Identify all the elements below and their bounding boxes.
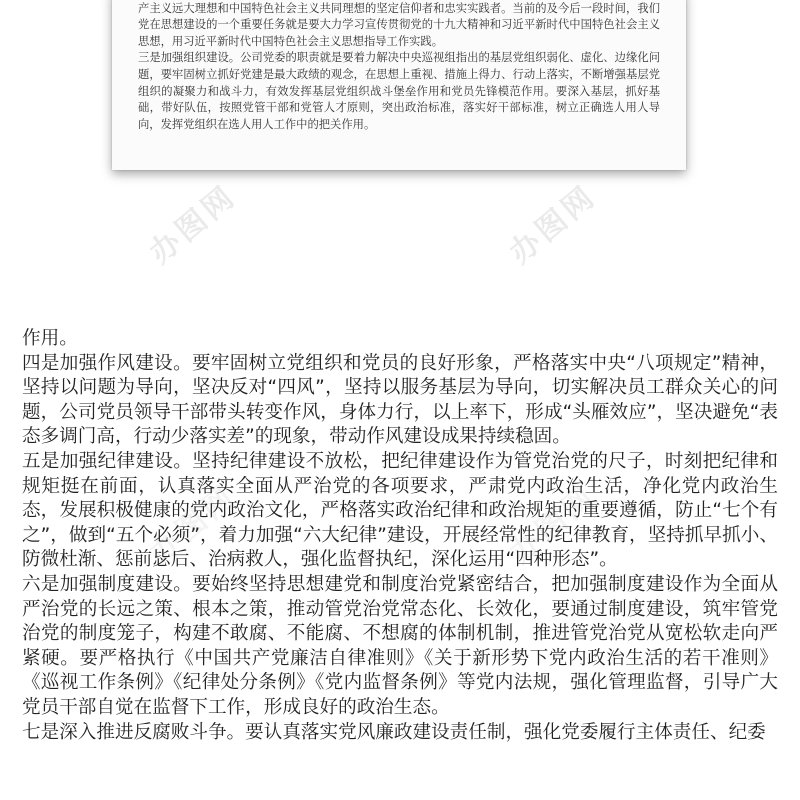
preview-area (0, 0, 800, 300)
paragraph: 四是加强作风建设。要牢固树立党组织和党员的良好形象，严格落实中央“八项规定”精神，坚持以问题为导向，坚决反对“四风”，坚持以服务基层为导向，切实解决员工群众关心的问题，公司党员领导干部带头转变作风，身体力行，以上率下，形成“头雁效应”，坚决避免“表态多调门高，行动少落实差”的现象，带动作风建设成果持续稳固。 (22, 352, 778, 448)
document-preview-card (112, 0, 686, 170)
paragraph: 七是深入推进反腐败斗争。要认真落实党风廉政建设责任制，强化党委履行主体责任、纪委 (22, 721, 766, 743)
watermark-text: 办图网 (502, 178, 604, 271)
watermark-text: 办图网 (142, 478, 244, 571)
preview-paragraph: 产主义远大理想和中国特色社会主义共同理想的坚定信仰者和忠实实践者。当前的及今后一段时间，我们党在思想建设的一个重要任务就是要大力学习宣传贯彻党的十九大精神和习近平新时代中国特色社会主义思想，用习近平新时代中国特色社会主义思想指导工作实践。 (138, 1, 660, 48)
watermark-text: 办图网 (142, 178, 244, 271)
paragraph: 五是加强纪律建设。坚持纪律建设不放松，把纪律建设作为管党治党的尺子，时刻把纪律和规矩挺在前面，认真落实全面从严治党的各项要求，严肃党内政治生活，净化党内政治生态，发展积极健康的党内政治文化，严格落实政治纪律和政治规矩的重要遵循，防止“七个有之”，做到“五个必须”，着力加强“六大纪律”建设，开展经常性的纪律教育，坚持抓早抓小、防微杜渐、惩前毖后、治病救人，强化监督执纪，深化运用“四种形态”。 (22, 450, 778, 571)
paragraph: 六是加强制度建设。要始终坚持思想建党和制度治党紧密结合，把加强制度建设作为全面从严治党的长远之策、根本之策，推动管党治党常态化、长效化，要通过制度建设，筑牢管党治党的制度笼子，构建不敢腐、不能腐、不想腐的体制机制，推进管党治党从宽松软走向严紧硬。要严格执行《中国共产党廉洁自律准则》《关于新形势下党内政治生活的若干准则》《巡视工作条例》《纪律处分条例》《党内监督条例》等党内法规，强化管理监督，引导广大党员干部自觉在监督下工作，形成良好的政治生态。 (22, 573, 778, 718)
main-document-text (22, 327, 778, 745)
watermark-text: 办图网 (502, 478, 604, 571)
paragraph: 作用。 (22, 328, 78, 349)
preview-paragraph: 三是加强组织建设。公司党委的职责就是要着力解决中央巡视组指出的基层党组织弱化、虚化、边缘化问题，要牢固树立抓好党建是最大政绩的观念，在思想上重视、措施上得力、行动上落实，不断增强基层党组织的凝聚力和战斗力，有效发挥基层党组织战斗堡垒作用和党员先锋模范作用。要深入基层，抓好基础，带好队伍，按照党管干部和党管人才原则，突出政治标准，落实好干部标准，树立正确选人用人导向，发挥党组织在选人用人工作中的把关作用。 (138, 51, 660, 131)
preview-card-text (138, 0, 660, 133)
